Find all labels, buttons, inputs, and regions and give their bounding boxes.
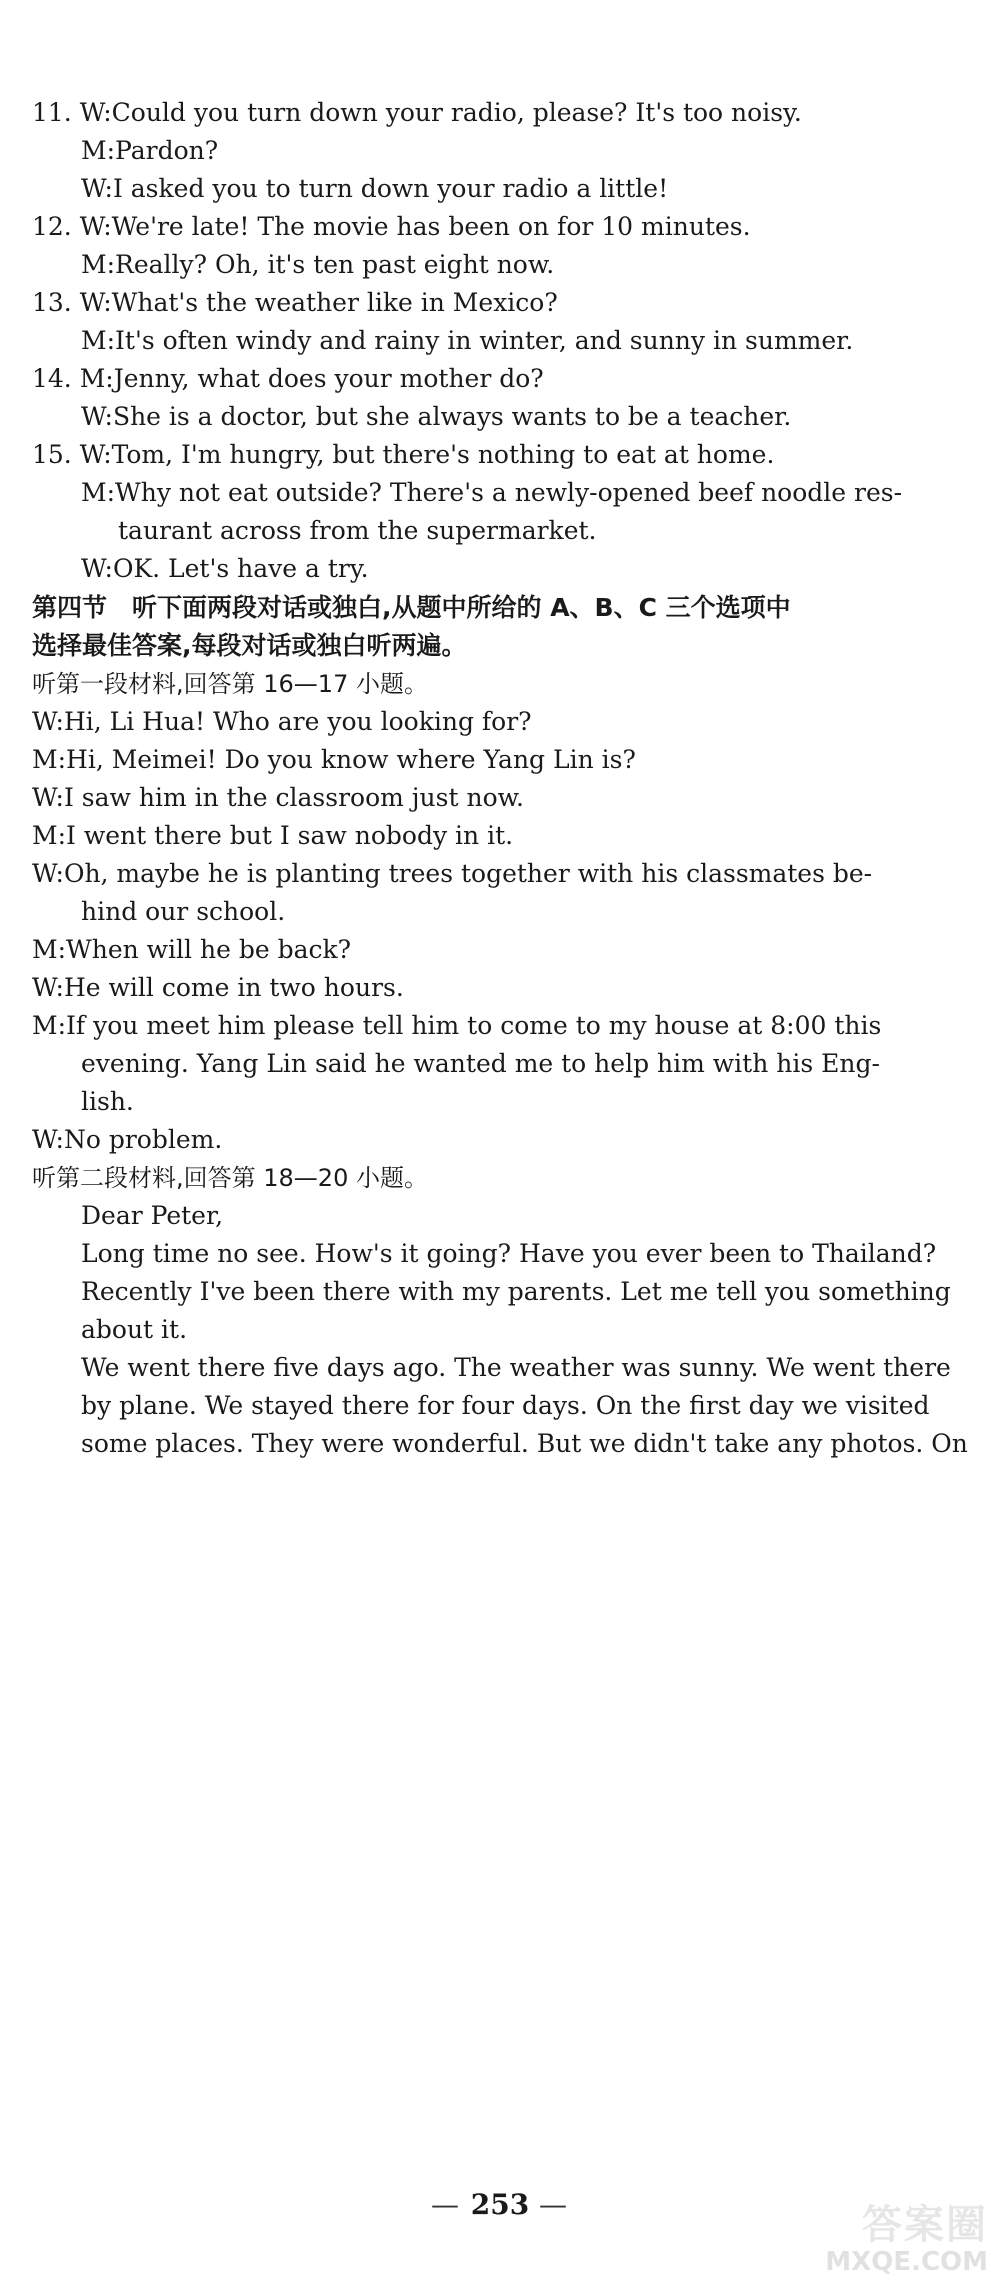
text-line: We went there five days ago. The weather was sunny. We went there [81, 1353, 951, 1382]
text-line: hind our school. [81, 897, 286, 926]
text-line: W:No problem. [32, 1125, 223, 1154]
text-line: lish. [81, 1087, 134, 1116]
watermark-logo [778, 2193, 988, 2277]
text-line: M:I went there but I saw nobody in it. [32, 821, 514, 850]
text-line: 11. W:Could you turn down your radio, please? It's too noisy. [32, 98, 802, 127]
text-line: 13. W:What's the weather like in Mexico? [32, 288, 558, 317]
text-line: M:When will he be back? [32, 935, 352, 964]
text-line: some places. They were wonderful. But we didn't take any photos. On [81, 1429, 968, 1458]
section-heading: 第四节 听下面两段对话或独白,从题中所给的 A、B、C 三个选项中 [32, 593, 791, 622]
page-number-dash: — [431, 2188, 462, 2221]
text-line: by plane. We stayed there for four days. On the first day we visited [81, 1391, 930, 1420]
text-line: Long time no see. How's it going? Have you ever been to Thailand? [81, 1239, 937, 1268]
watermark-url: MXQE.COM [825, 2247, 988, 2277]
section-heading: 选择最佳答案,每段对话或独白听两遍。 [32, 631, 467, 660]
text-line: M:Hi, Meimei! Do you know where Yang Lin is? [32, 745, 636, 774]
text-line: about it. [81, 1315, 188, 1344]
text-line: 12. W:We're late! The movie has been on for 10 minutes. [32, 212, 751, 241]
text-line: W:I asked you to turn down your radio a little! [81, 174, 669, 203]
text-line: M:Really? Oh, it's ten past eight now. [81, 250, 555, 279]
material-instruction: 听第二段材料,回答第 18—20 小题。 [32, 1164, 428, 1192]
text-line: W:Hi, Li Hua! Who are you looking for? [32, 707, 532, 736]
text-line: evening. Yang Lin said he wanted me to help him with his Eng- [81, 1049, 880, 1078]
text-line: taurant across from the supermarket. [118, 516, 597, 545]
text-line: W:OK. Let's have a try. [81, 554, 369, 583]
watermark-title: 答案圈 [862, 2202, 988, 2248]
text-line: W:She is a doctor, but she always wants to be a teacher. [81, 402, 792, 431]
text-line: M:It's often windy and rainy in winter, and sunny in summer. [81, 326, 854, 355]
page-number-dash: — [538, 2188, 569, 2221]
text-line: M:If you meet him please tell him to come to my house at 8:00 this [32, 1011, 882, 1040]
text-line: W:Oh, maybe he is planting trees together with his classmates be- [32, 859, 873, 888]
material-instruction: 听第一段材料,回答第 16—17 小题。 [32, 670, 428, 698]
text-line: Recently I've been there with my parents. Let me tell you something [81, 1277, 951, 1306]
text-line: 15. W:Tom, I'm hungry, but there's nothing to eat at home. [32, 440, 775, 469]
text-line: 14. M:Jenny, what does your mother do? [32, 364, 544, 393]
text-line: M:Pardon? [81, 136, 219, 165]
text-line: M:Why not eat outside? There's a newly-opened beef noodle res- [81, 478, 903, 507]
text-line: W:I saw him in the classroom just now. [32, 783, 525, 812]
page-number-value: 253 [470, 2188, 530, 2221]
text-line: W:He will come in two hours. [32, 973, 404, 1002]
text-line: Dear Peter, [81, 1201, 224, 1230]
